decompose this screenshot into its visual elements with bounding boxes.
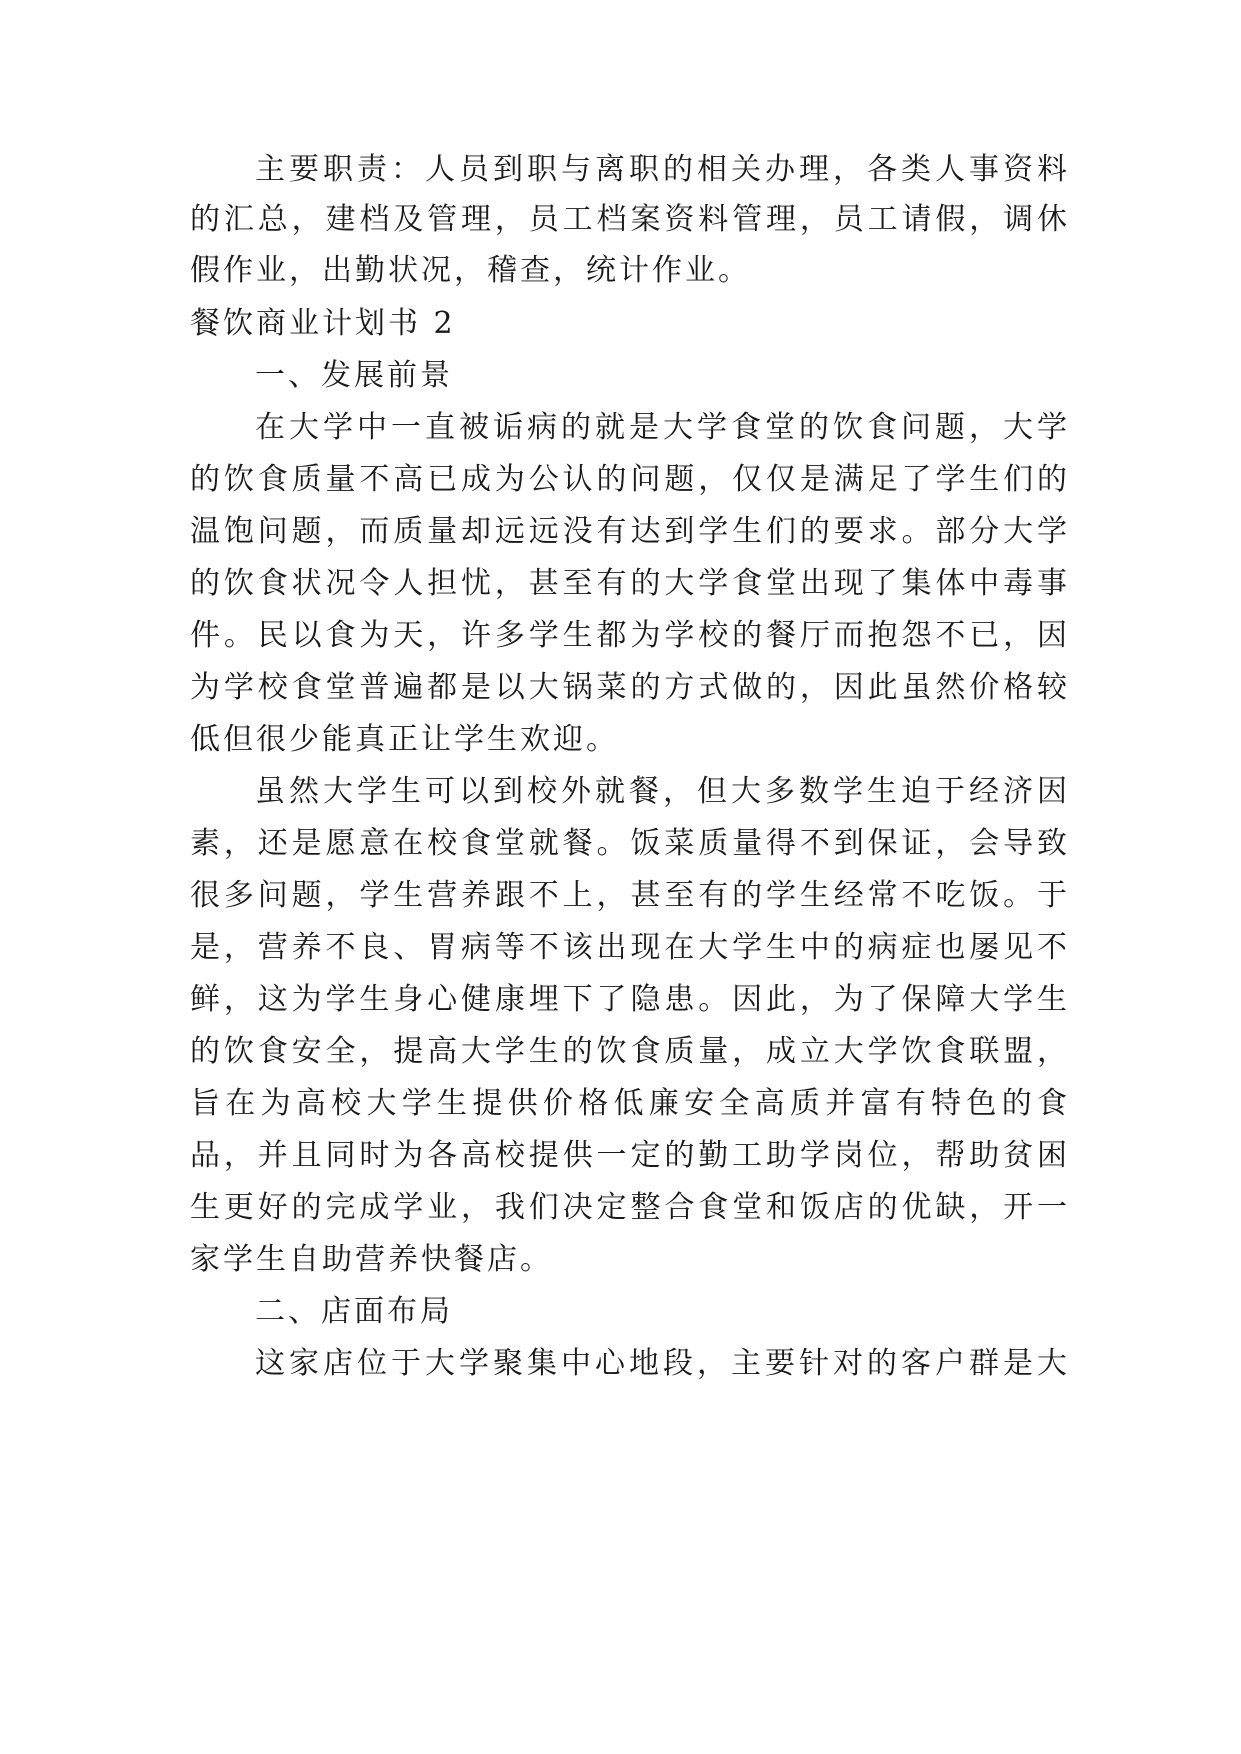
- text-line: 温饱问题，而质量却远远没有达到学生们的要求。部分大学: [190, 514, 1070, 549]
- text-line: 旨在为高校大学生提供价格低廉安全高质并富有特色的食: [190, 1086, 1070, 1121]
- text-line: 的汇总，建档及管理，员工档案资料管理，员工请假，调休: [190, 202, 1070, 237]
- text-line: 家学生自助营养快餐店。: [190, 1242, 553, 1277]
- text-line: 在大学中一直被诟病的就是大学食堂的饮食问题，大学: [255, 410, 1070, 445]
- text-line: 的饮食质量不高已成为公认的问题，仅仅是满足了学生们的: [190, 462, 1070, 497]
- text-line: 是，营养不良、胃病等不该出现在大学生中的病症也屡见不: [190, 930, 1070, 965]
- text-line: 鲜，这为学生身心健康埋下了隐患。因此，为了保障大学生: [190, 982, 1070, 1017]
- text-line: 的饮食安全，提高大学生的饮食质量，成立大学饮食联盟，: [190, 1034, 1070, 1069]
- section-title: 餐饮商业计划书 2: [190, 306, 456, 341]
- text-line: 低但很少能真正让学生欢迎。: [190, 722, 619, 757]
- text-line: 很多问题，学生营养跟不上，甚至有的学生经常不吃饭。于: [190, 878, 1070, 913]
- text-line: 主要职责：人员到职与离职的相关办理，各类人事资料: [255, 152, 1070, 187]
- text-line: 品，并且同时为各高校提供一定的勤工助学岗位，帮助贫困: [190, 1138, 1070, 1173]
- text-line: 为学校食堂普遍都是以大锅菜的方式做的，因此虽然价格较: [190, 670, 1070, 705]
- text-line: 件。民以食为天，许多学生都为学校的餐厅而抱怨不已，因: [190, 618, 1070, 653]
- section-heading: 一、发展前景: [255, 358, 453, 393]
- text-line: 虽然大学生可以到校外就餐，但大多数学生迫于经济因: [255, 774, 1070, 809]
- text-line: 生更好的完成学业，我们决定整合食堂和饭店的优缺，开一: [190, 1190, 1070, 1225]
- text-line: 的饮食状况令人担忧，甚至有的大学食堂出现了集体中毒事: [190, 566, 1070, 601]
- text-line: 这家店位于大学聚集中心地段，主要针对的客户群是大: [255, 1346, 1070, 1381]
- section-heading: 二、店面布局: [255, 1294, 453, 1329]
- text-line: 素，还是愿意在校食堂就餐。饭菜质量得不到保证，会导致: [190, 826, 1070, 861]
- text-line: 假作业，出勤状况，稽查，统计作业。: [190, 253, 751, 288]
